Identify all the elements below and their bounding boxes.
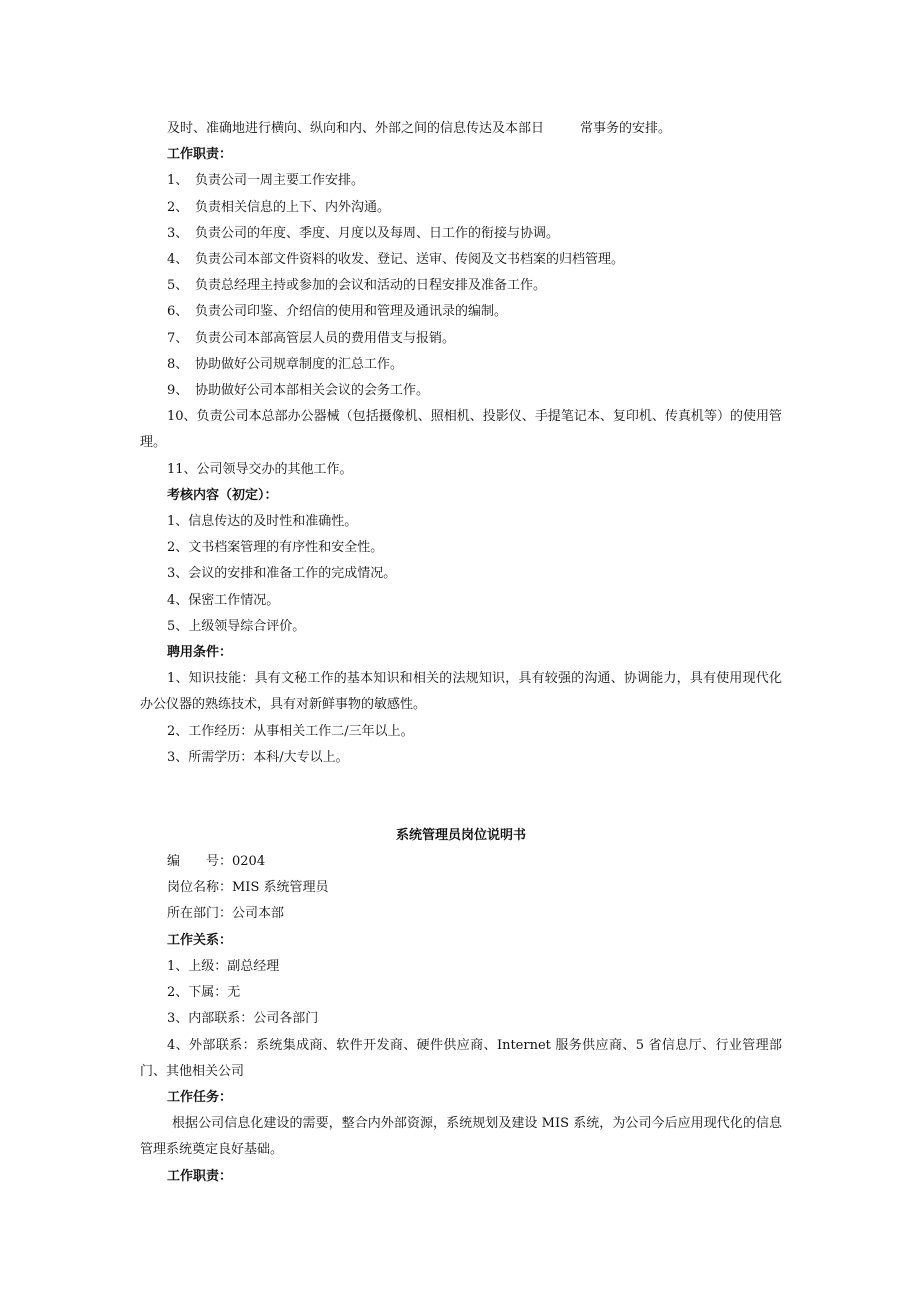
task-paragraph: 根据公司信息化建设的需要，整合内外部资源，系统规划及建设 MIS 系统，为公司今后应用现代化的信息管理系统奠定良好基础。 (140, 1116, 782, 1158)
requirement-skills: 1、知识技能：具有文秘工作的基本知识和相关的法规知识，具有较强的沟通、协调能力，具有使用现代化办公仪器的熟练技术，具有对新鲜事物的敏感性。 (140, 671, 782, 713)
relation-item: 1、上级：副总经理 (167, 958, 280, 974)
list-item-10: 10、负责公司本总部办公器械（包括摄像机、照相机、投影仪、手提笔记本、复印机、传真机等）的使用管理。 (140, 409, 782, 451)
requirement-experience: 2、工作经历：从事相关工作二/三年以上。 (167, 723, 414, 739)
list-item: 1、 负责公司一周主要工作安排。 (167, 173, 365, 189)
section-heading-duties-2: 工作职责： (167, 1168, 233, 1184)
list-item: 5、 负责总经理主持或参加的会议和活动的日程安排及准备工作。 (167, 278, 547, 294)
list-item: 4、保密工作情况。 (167, 592, 280, 608)
list-item: 3、会议的安排和准备工作的完成情况。 (167, 566, 397, 582)
list-item: 2、文书档案管理的有序性和安全性。 (167, 540, 384, 556)
list-item-11: 11、公司领导交办的其他工作。 (167, 461, 353, 477)
continuation-text-b: 常事务的安排。 (580, 121, 672, 136)
section-heading-relations: 工作关系： (167, 932, 233, 948)
job-number: 编 号：0204 (167, 854, 266, 870)
section-heading-requirements: 聘用条件： (167, 645, 233, 661)
section-heading-task: 工作任务： (167, 1089, 233, 1105)
list-item: 5、上级领导综合评价。 (167, 618, 306, 634)
document-title: 系统管理员岗位说明书 (395, 828, 526, 844)
continuation-line (140, 116, 782, 142)
list-item: 7、 负责公司本部高管层人员的费用借支与报销。 (167, 330, 456, 346)
document-page (140, 116, 782, 1190)
list-item: 1、信息传达的及时性和准确性。 (167, 514, 358, 530)
relation-item: 3、内部联系：公司各部门 (167, 1011, 319, 1027)
relation-item-external: 4、外部联系：系统集成商、软件开发商、硬件供应商、Internet 服务供应商、5 省信息厅、行业管理部门、其他相关公司 (140, 1037, 782, 1079)
job-position: 岗位名称：MIS 系统管理员 (167, 880, 329, 896)
job-department: 所在部门：公司本部 (167, 906, 285, 922)
list-item: 3、 负责公司的年度、季度、月度以及每周、日工作的衔接与协调。 (167, 225, 560, 241)
requirement-education: 3、所需学历：本科/大专以上。 (167, 749, 349, 765)
list-item: 2、 负责相关信息的上下、内外沟通。 (167, 199, 391, 215)
relation-item: 2、下属：无 (167, 985, 241, 1001)
list-item: 6、 负责公司印鉴、介绍信的使用和管理及通讯录的编制。 (167, 304, 508, 320)
list-item: 8、 协助做好公司规章制度的汇总工作。 (167, 356, 404, 372)
list-item: 9、 协助做好公司本部相关会议的会务工作。 (167, 383, 430, 399)
section-heading-assessment: 考核内容（初定）： (167, 487, 278, 503)
list-item: 4、 负责公司本部文件资料的收发、登记、送审、传阅及文书档案的归档管理。 (167, 252, 625, 268)
continuation-text-a: 及时、准确地进行横向、纵向和内、外部之间的信息传达及本部日 (167, 121, 545, 136)
section-heading-duties: 工作职责： (167, 147, 233, 163)
